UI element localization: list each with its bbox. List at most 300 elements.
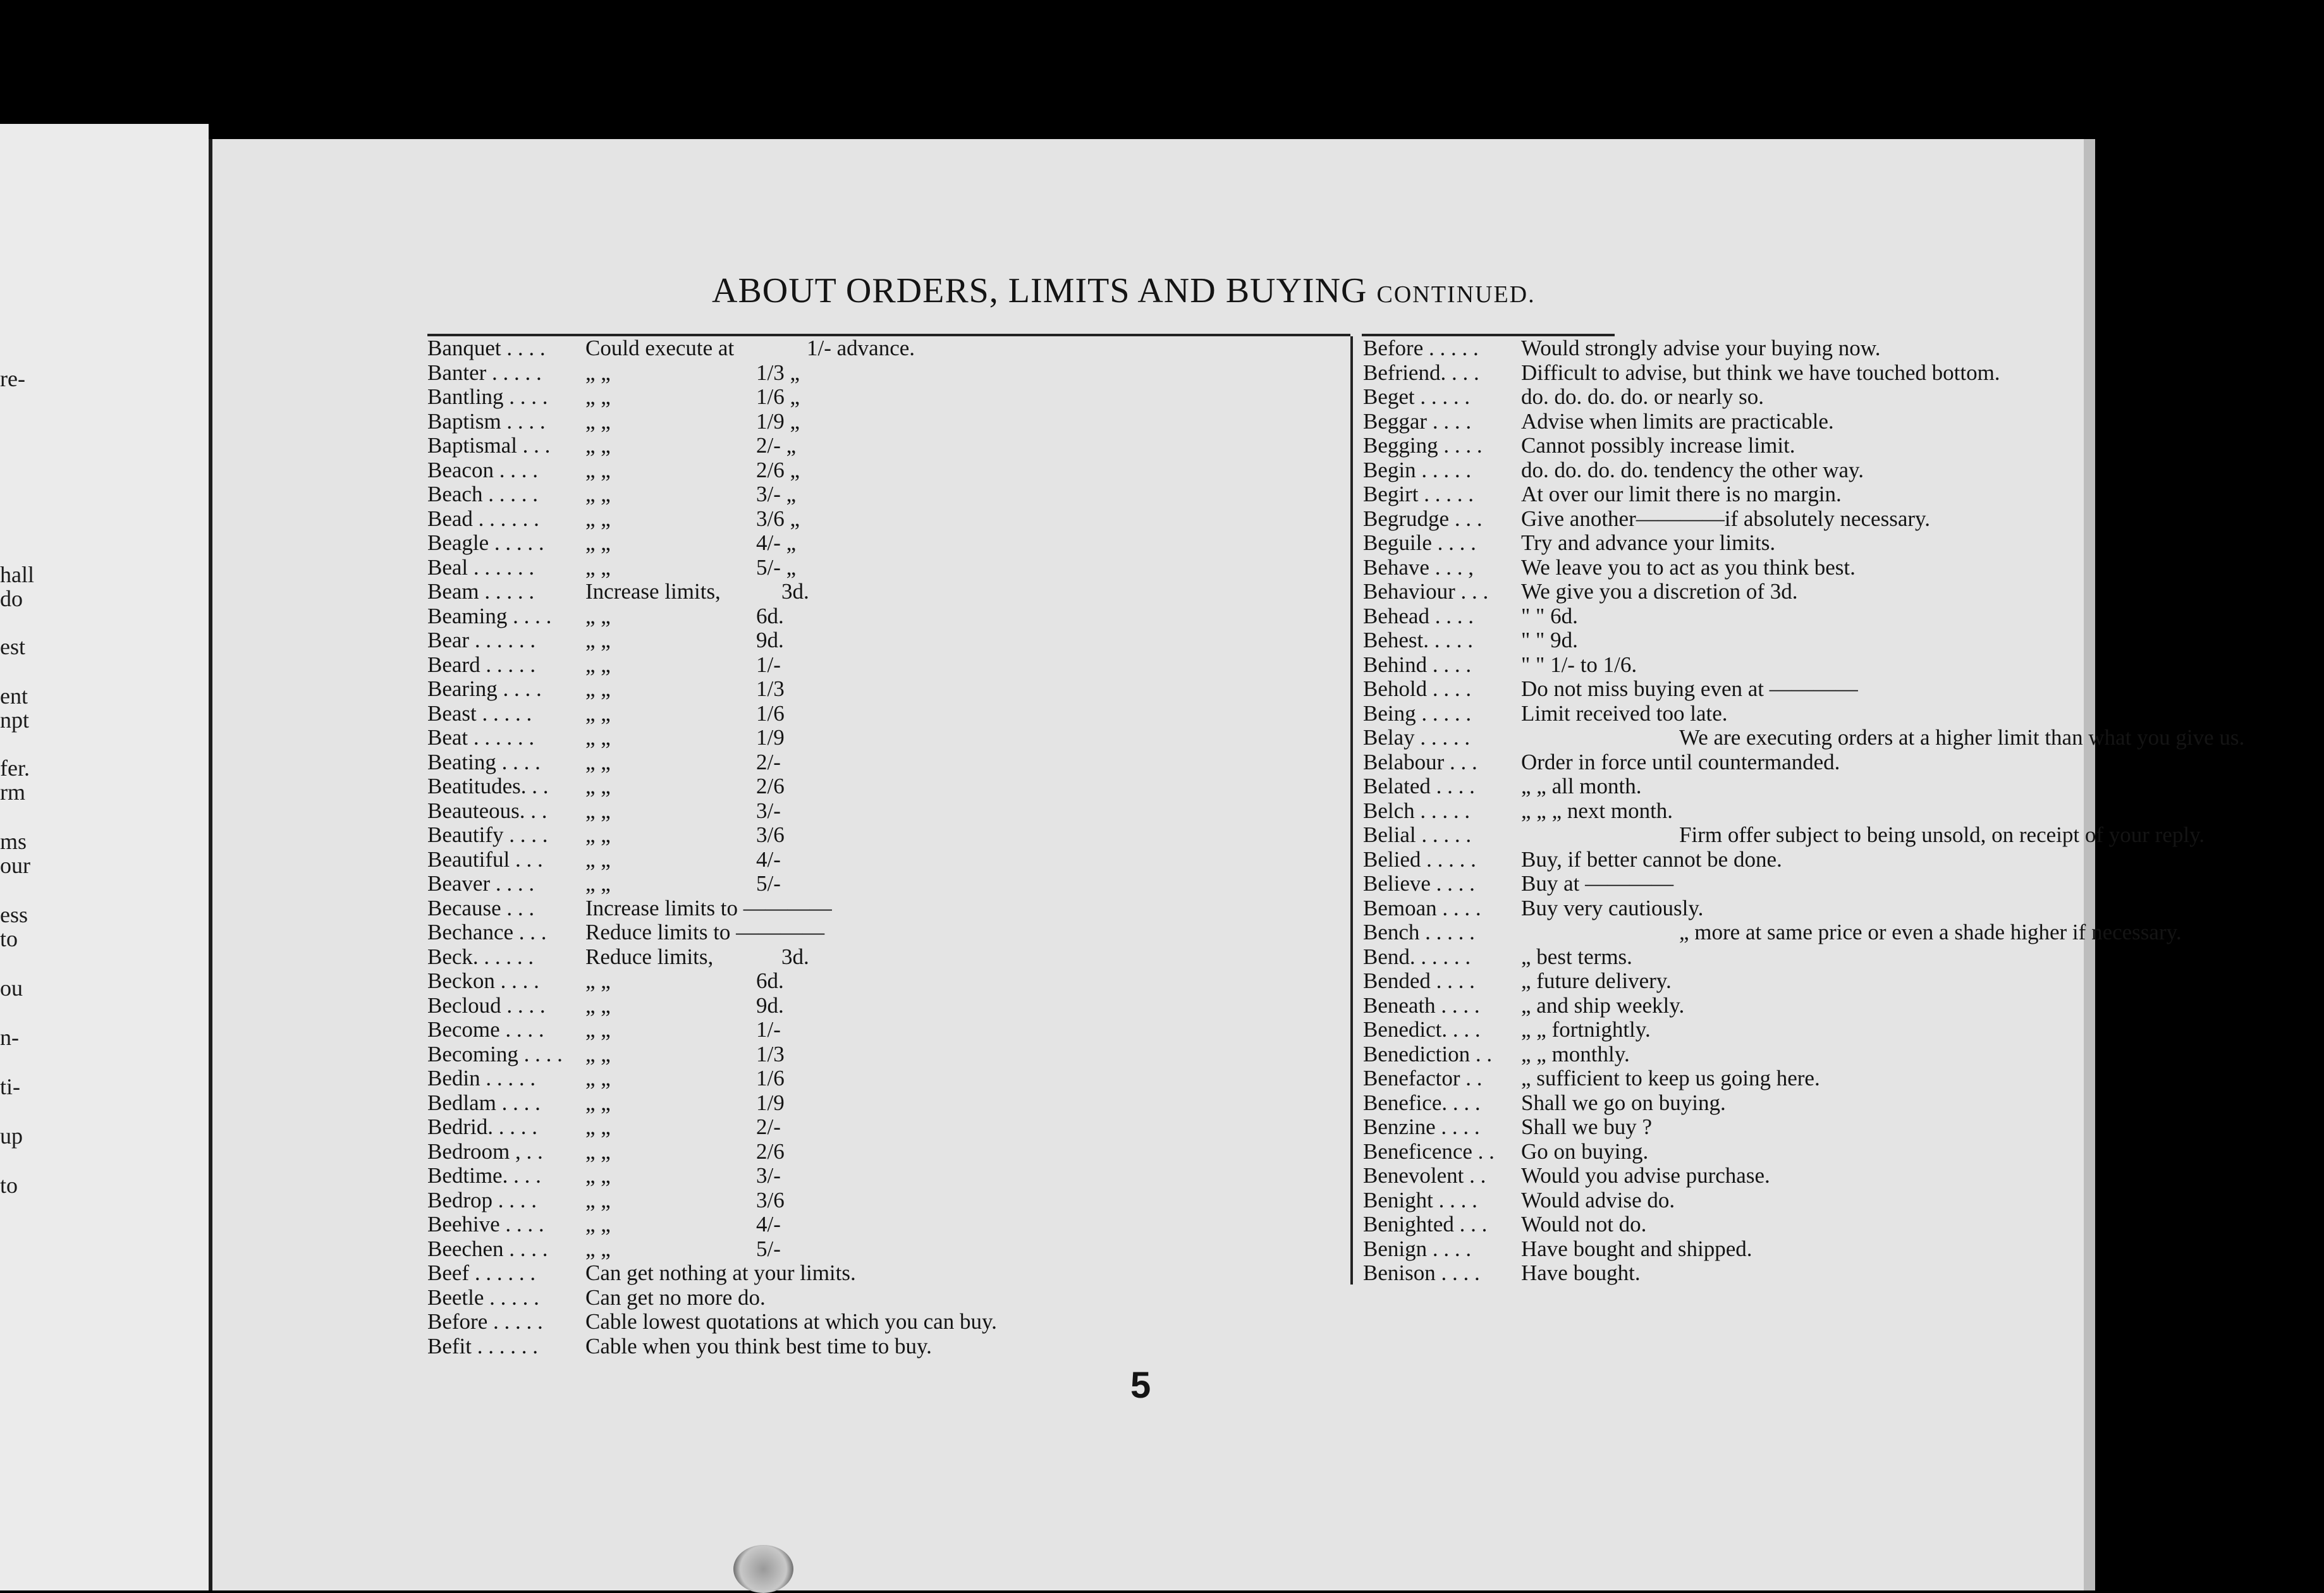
code-meaning: „ „ <box>585 482 611 506</box>
code-value: 2/6 <box>756 774 785 798</box>
code-meaning: Would not do. <box>1521 1212 1647 1236</box>
code-entry <box>427 361 1338 386</box>
code-word: Benefice. . . . <box>1363 1090 1481 1115</box>
code-entry <box>427 1237 1338 1262</box>
code-meaning: Reduce limits, <box>585 944 714 969</box>
code-entry <box>427 604 1338 629</box>
left-edge-fragment: re- <box>0 366 25 391</box>
code-meaning: „ „ <box>585 360 611 385</box>
code-value: 4/- „ <box>756 530 797 555</box>
code-value: 1/3 <box>756 676 785 701</box>
code-entry <box>427 1310 1338 1334</box>
page-number: 5 <box>1130 1365 1151 1406</box>
code-word: Beal . . . . . . <box>427 554 535 580</box>
code-word: Beguile . . . . <box>1363 530 1476 555</box>
code-meaning: „ „ fortnightly. <box>1521 1017 1651 1042</box>
code-entry <box>427 580 1338 604</box>
code-meaning: „ „ <box>585 676 611 701</box>
code-entry <box>1363 336 2077 361</box>
code-word: Beget . . . . . <box>1363 384 1471 409</box>
code-word: Benzine . . . . <box>1363 1114 1480 1139</box>
code-entry <box>1363 434 2077 458</box>
code-meaning: " " 9d. <box>1521 628 1578 652</box>
code-entry <box>427 1334 1338 1359</box>
left-edge-fragment: npt <box>0 707 30 733</box>
code-word: Beaming . . . . <box>427 603 552 628</box>
code-value: 4/- <box>756 846 781 872</box>
left-edge-fragment: ti- <box>0 1074 20 1099</box>
code-meaning: Shall we go on buying. <box>1521 1090 1726 1115</box>
code-meaning: Go on buying. <box>1521 1138 1649 1164</box>
code-word: Benevolent . . <box>1363 1163 1486 1188</box>
code-entry <box>427 945 1338 970</box>
code-word: Beaver . . . . <box>427 871 535 896</box>
code-word: Behind . . . . <box>1363 652 1472 677</box>
code-word: Behave . . . , <box>1363 554 1474 580</box>
code-value: 1/- advance. <box>807 336 915 360</box>
code-meaning: Buy very cautiously. <box>1521 895 1704 920</box>
code-word: Beneficence . . <box>1363 1138 1495 1164</box>
left-edge-fragment: hall <box>0 562 34 587</box>
code-value: 1/9 <box>756 725 785 750</box>
code-value: 5/- „ <box>756 554 797 580</box>
left-edge-fragment: n- <box>0 1025 19 1050</box>
code-meaning: Would advise do. <box>1521 1187 1675 1212</box>
book-page <box>209 139 2245 1590</box>
code-meaning: „ „ <box>585 1090 611 1115</box>
code-meaning: „ future delivery. <box>1521 968 1672 993</box>
code-value: 3/- „ <box>756 482 797 506</box>
code-meaning: „ „ <box>585 846 611 872</box>
left-edge-fragment: ou <box>0 975 23 1001</box>
code-meaning: „ „ <box>585 822 611 847</box>
left-edge-fragment: ess <box>0 902 28 927</box>
code-value: 1/9 „ <box>756 408 800 434</box>
code-word: Beggar . . . . <box>1363 408 1472 434</box>
code-value: 6d. <box>756 968 784 993</box>
code-word: Becloud . . . . <box>427 992 546 1018</box>
code-word: Benedict. . . . <box>1363 1017 1481 1042</box>
code-word: Beatitudes. . . <box>427 774 549 798</box>
code-word: Believe . . . . <box>1363 871 1475 896</box>
code-entry <box>427 556 1338 580</box>
code-meaning: „ „ <box>585 774 611 798</box>
code-entry <box>427 628 1338 653</box>
left-edge-fragment: est <box>0 634 25 659</box>
code-entry <box>427 531 1338 556</box>
left-edge-fragment: ms <box>0 829 27 854</box>
code-word: Behaviour . . . <box>1363 579 1489 604</box>
code-entry <box>1363 994 2077 1018</box>
code-meaning: „ „ <box>585 1236 611 1261</box>
code-meaning: „ „ <box>585 1187 611 1212</box>
code-word: Beacon . . . . <box>427 457 538 482</box>
code-meaning: „ „ <box>585 749 611 774</box>
left-page-edge <box>0 124 209 1590</box>
code-value: 2/- <box>756 749 781 774</box>
code-entry <box>427 1115 1338 1140</box>
left-edge-fragment: do <box>0 586 23 611</box>
code-value: 5/- <box>756 1236 781 1261</box>
code-word: Beef . . . . . . <box>427 1260 536 1285</box>
code-value: 4/- <box>756 1212 781 1236</box>
code-meaning: „ „ <box>585 457 611 482</box>
code-meaning: „ „ monthly. <box>1521 1041 1630 1066</box>
code-word: Beck. . . . . . <box>427 944 534 969</box>
code-entry <box>427 677 1338 702</box>
code-meaning: Can get no more do. <box>585 1285 766 1310</box>
code-word: Bantling . . . . <box>427 384 548 409</box>
code-word: Behold . . . . <box>1363 676 1472 701</box>
code-word: Belabour . . . <box>1363 749 1477 774</box>
code-entry <box>427 1066 1338 1091</box>
left-edge-fragment: up <box>0 1123 23 1149</box>
code-meaning: „ sufficient to keep us going here. <box>1521 1066 1820 1090</box>
code-word: Benign . . . . <box>1363 1236 1472 1261</box>
code-word: Beautiful . . . <box>427 846 543 872</box>
code-entry <box>427 1091 1338 1116</box>
code-entry <box>427 507 1338 532</box>
code-meaning: Increase limits, <box>585 579 721 604</box>
code-word: Behest. . . . . <box>1363 628 1474 652</box>
code-word: Behead . . . . <box>1363 603 1474 628</box>
code-entry <box>1363 1140 2077 1164</box>
code-meaning: Can get nothing at your limits. <box>585 1260 856 1285</box>
code-entry <box>1363 1212 2077 1237</box>
code-word: Beat . . . . . . <box>427 725 535 750</box>
code-value: 2/6 „ <box>756 457 800 482</box>
code-meaning: „ „ <box>585 725 611 750</box>
code-word: Begirt . . . . . <box>1363 482 1474 506</box>
left-edge-fragment: to <box>0 1173 18 1198</box>
code-word: Beautify . . . . <box>427 822 548 847</box>
code-meaning: Difficult to advise, but think we have touched bottom. <box>1521 360 2000 385</box>
code-entry <box>427 1286 1338 1310</box>
code-entry <box>1363 969 2077 994</box>
code-meaning: " " 6d. <box>1521 603 1578 628</box>
code-word: Begging . . . . <box>1363 433 1483 458</box>
code-meaning: „ „ <box>585 1041 611 1066</box>
code-entry <box>427 1018 1338 1042</box>
code-word: Bedtime. . . . <box>427 1163 541 1188</box>
code-meaning: „ „ <box>585 1066 611 1090</box>
code-word: Begin . . . . . <box>1363 457 1472 482</box>
code-word: Bechance . . . <box>427 920 547 944</box>
code-word: Belay . . . . . <box>1363 725 1471 750</box>
code-entry <box>1363 1115 2077 1140</box>
code-value: 3/6 <box>756 1187 785 1212</box>
code-word: Beechen . . . . <box>427 1236 548 1261</box>
code-meaning: do. do. do. do. tendency the other way. <box>1521 457 1864 482</box>
code-meaning: „ „ <box>585 1163 611 1188</box>
code-entry <box>427 969 1338 994</box>
code-meaning: „ more at same price or even a shade higher if necessary. <box>1679 920 2182 944</box>
code-meaning: „ „ <box>585 1138 611 1164</box>
code-meaning: „ „ <box>585 603 611 628</box>
code-entry <box>427 848 1338 872</box>
code-word: Benefactor . . <box>1363 1066 1483 1090</box>
code-entry <box>427 1212 1338 1237</box>
code-value: 1/3 <box>756 1041 785 1066</box>
code-entry <box>427 1261 1338 1286</box>
code-meaning: Buy at ———— <box>1521 871 1674 896</box>
code-value: 3/- <box>756 1163 781 1188</box>
code-entry <box>1363 920 2182 945</box>
code-meaning: Would strongly advise your buying now. <box>1521 336 1881 360</box>
code-entry <box>1363 482 2077 507</box>
code-word: Bemoan . . . . <box>1363 895 1481 920</box>
code-word: Benediction . . <box>1363 1041 1493 1066</box>
code-entry <box>427 774 1338 799</box>
code-word: Beach . . . . . <box>427 482 538 506</box>
left-code-column <box>427 336 1338 1358</box>
code-value: 1/9 <box>756 1090 785 1115</box>
code-word: Bench . . . . . <box>1363 920 1475 944</box>
code-meaning: Do not miss buying even at ———— <box>1521 676 1858 701</box>
code-entry <box>427 896 1338 921</box>
code-meaning: „ „ <box>585 652 611 677</box>
code-word: Befit . . . . . . <box>427 1333 538 1358</box>
code-word: Bearing . . . . <box>427 676 542 701</box>
code-value: 5/- <box>756 871 781 896</box>
code-entry <box>1363 1042 2077 1067</box>
code-meaning: „ „ <box>585 1017 611 1042</box>
code-entry <box>1363 774 2077 799</box>
code-value: 6d. <box>756 603 784 628</box>
code-entry <box>427 994 1338 1018</box>
code-entry <box>1363 628 2077 653</box>
code-entry <box>427 1188 1338 1213</box>
code-word: Bead . . . . . . <box>427 506 539 531</box>
code-meaning: „ and ship weekly. <box>1521 992 1685 1018</box>
code-entry <box>1363 458 2077 483</box>
code-entry <box>1363 410 2077 434</box>
code-entry <box>1363 848 2077 872</box>
code-word: Benighted . . . <box>1363 1212 1488 1236</box>
code-meaning: Cable when you think best time to buy. <box>585 1333 932 1358</box>
code-meaning: We leave you to act as you think best. <box>1521 554 1856 580</box>
code-meaning: Increase limits to ———— <box>585 895 832 920</box>
code-entry <box>427 336 1338 361</box>
code-word: Begrudge . . . <box>1363 506 1483 531</box>
code-word: Beehive . . . . <box>427 1212 544 1236</box>
code-word: Belial . . . . . <box>1363 822 1472 847</box>
code-meaning: „ „ <box>585 628 611 652</box>
code-entry <box>1363 507 2077 532</box>
code-entry <box>427 482 1338 507</box>
code-entry <box>1363 1018 2077 1042</box>
code-entry <box>427 410 1338 434</box>
code-meaning: Cannot possibly increase limit. <box>1521 433 1795 458</box>
code-entry <box>427 434 1338 458</box>
code-entry <box>427 385 1338 410</box>
code-meaning: „ „ <box>585 1114 611 1139</box>
code-entry <box>1363 702 2077 726</box>
code-entry <box>1363 1091 2077 1116</box>
left-edge-fragment: ent <box>0 683 28 709</box>
code-value: 9d. <box>756 992 784 1018</box>
code-entry <box>427 920 1338 945</box>
code-meaning: Try and advance your limits. <box>1521 530 1776 555</box>
code-entry <box>427 872 1338 896</box>
code-entry <box>1363 1261 2077 1286</box>
code-value: 1/6 „ <box>756 384 800 409</box>
code-entry <box>427 1042 1338 1067</box>
code-entry <box>1363 677 2077 702</box>
code-entry <box>1363 580 2077 604</box>
code-word: Belied . . . . . <box>1363 846 1476 872</box>
code-meaning: At over our limit there is no margin. <box>1521 482 1842 506</box>
code-word: Baptismal . . . <box>427 433 551 458</box>
code-entry <box>1363 725 2245 750</box>
code-word: Becoming . . . . <box>427 1041 563 1066</box>
code-meaning: „ „ „ next month. <box>1521 798 1673 823</box>
code-meaning: „ „ <box>585 506 611 531</box>
code-meaning: „ „ <box>585 700 611 726</box>
code-meaning: „ „ <box>585 798 611 823</box>
code-entry <box>427 799 1338 824</box>
code-entry <box>427 653 1338 678</box>
code-entry <box>427 823 1338 848</box>
code-word: Bear . . . . . . <box>427 628 536 652</box>
code-value: 1/6 <box>756 700 785 726</box>
code-value: 3/6 „ <box>756 506 800 531</box>
code-entry <box>1363 604 2077 629</box>
code-word: Baptism . . . . <box>427 408 546 434</box>
code-meaning: „ „ <box>585 384 611 409</box>
left-edge-fragment: fer. <box>0 755 30 781</box>
code-meaning: Give another————if absolutely necessary. <box>1521 506 1930 531</box>
code-meaning: „ „ <box>585 992 611 1018</box>
code-meaning: „ „ <box>585 433 611 458</box>
code-value: 1/6 <box>756 1066 785 1090</box>
code-word: Before . . . . . <box>427 1309 543 1334</box>
code-value: 1/3 „ <box>756 360 800 385</box>
scan-smudge <box>733 1545 793 1593</box>
code-value: 2/6 <box>756 1138 785 1164</box>
code-word: Beating . . . . <box>427 749 541 774</box>
code-value: 2/- <box>756 1114 781 1139</box>
code-word: Bedlam . . . . <box>427 1090 541 1115</box>
code-word: Bend. . . . . . <box>1363 944 1471 969</box>
code-entry <box>1363 361 2077 386</box>
code-entry <box>427 1140 1338 1164</box>
code-word: Banquet . . . . <box>427 336 546 360</box>
code-meaning: Order in force until countermanded. <box>1521 749 1840 774</box>
code-value: 3/- <box>756 798 781 823</box>
code-meaning: Firm offer subject to being unsold, on receipt of your reply. <box>1679 822 2205 847</box>
code-entry <box>1363 896 2077 921</box>
code-meaning: We give you a discretion of 3d. <box>1521 579 1798 604</box>
code-entry <box>1363 1188 2077 1213</box>
code-meaning: do. do. do. do. or nearly so. <box>1521 384 1764 409</box>
code-word: Become . . . . <box>427 1017 544 1042</box>
code-word: Bedrop . . . . <box>427 1187 537 1212</box>
code-word: Banter . . . . . <box>427 360 542 385</box>
code-entry <box>1363 1164 2077 1188</box>
heading-continued: CONTINUED. <box>1376 281 1536 308</box>
code-meaning: We are executing orders at a higher limit than what you give us. <box>1679 725 2245 750</box>
page-heading <box>712 271 1660 311</box>
code-word: Beneath . . . . <box>1363 992 1480 1018</box>
code-entry <box>1363 872 2077 896</box>
code-word: Bedin . . . . . <box>427 1066 536 1090</box>
code-entry <box>427 702 1338 726</box>
code-meaning: „ „ all month. <box>1521 774 1642 798</box>
code-entry <box>1363 1237 2077 1262</box>
code-entry <box>1363 556 2077 580</box>
code-meaning: Buy, if better cannot be done. <box>1521 846 1782 872</box>
code-word: Bedrid. . . . . <box>427 1114 538 1139</box>
code-meaning: „ best terms. <box>1521 944 1632 969</box>
code-meaning: „ „ <box>585 408 611 434</box>
code-entry <box>427 750 1338 775</box>
code-meaning: Have bought and shipped. <box>1521 1236 1752 1261</box>
code-meaning: „ „ <box>585 968 611 993</box>
code-entry <box>1363 945 2077 970</box>
code-meaning: „ „ <box>585 1212 611 1236</box>
code-word: Beast . . . . . <box>427 700 532 726</box>
code-value: 3d. <box>781 579 809 604</box>
left-edge-fragment: rm <box>0 779 25 805</box>
heading-title: ABOUT ORDERS, LIMITS AND BUYING <box>712 271 1367 310</box>
code-entry <box>427 458 1338 483</box>
code-value: 2/- „ <box>756 433 797 458</box>
code-meaning: Cable lowest quotations at which you can buy. <box>585 1309 997 1334</box>
code-meaning: Reduce limits to ———— <box>585 920 825 944</box>
code-meaning: Could execute at <box>585 336 735 360</box>
code-entry <box>1363 822 2205 848</box>
code-word: Beetle . . . . . <box>427 1285 539 1310</box>
code-word: Beckon . . . . <box>427 968 539 993</box>
code-value: 1/- <box>756 1017 781 1042</box>
code-meaning: „ „ <box>585 554 611 580</box>
code-word: Benight . . . . <box>1363 1187 1477 1212</box>
code-word: Because . . . <box>427 895 535 920</box>
code-entry <box>1363 799 2077 824</box>
code-entry <box>427 726 1338 750</box>
code-meaning: „ „ <box>585 530 611 555</box>
code-entry <box>427 1164 1338 1188</box>
code-word: Beam . . . . . <box>427 579 535 604</box>
code-value: 1/- <box>756 652 781 677</box>
code-meaning: Would you advise purchase. <box>1521 1163 1770 1188</box>
left-edge-fragment: our <box>0 853 30 878</box>
code-entry <box>1363 750 2077 775</box>
code-word: Belch . . . . . <box>1363 798 1471 823</box>
code-word: Bended . . . . <box>1363 968 1475 993</box>
code-value: 9d. <box>756 628 784 652</box>
code-word: Before . . . . . <box>1363 336 1479 360</box>
code-meaning: „ „ <box>585 871 611 896</box>
code-meaning: Limit received too late. <box>1521 700 1728 726</box>
code-word: Beard . . . . . <box>427 652 536 677</box>
code-word: Beauteous. . . <box>427 798 547 823</box>
code-value: 3/6 <box>756 822 785 847</box>
code-meaning: Advise when limits are practicable. <box>1521 408 1834 434</box>
code-word: Befriend. . . . <box>1363 360 1479 385</box>
code-entry <box>1363 531 2077 556</box>
code-word: Belated . . . . <box>1363 774 1475 798</box>
code-word: Benison . . . . <box>1363 1260 1480 1285</box>
code-entry <box>1363 385 2077 410</box>
column-divider <box>1350 336 1353 1285</box>
code-entry <box>1363 653 2077 678</box>
left-edge-fragment: to <box>0 926 18 951</box>
right-code-column <box>1363 336 2245 1286</box>
code-entry <box>1363 1066 2077 1091</box>
code-word: Beagle . . . . . <box>427 530 544 555</box>
